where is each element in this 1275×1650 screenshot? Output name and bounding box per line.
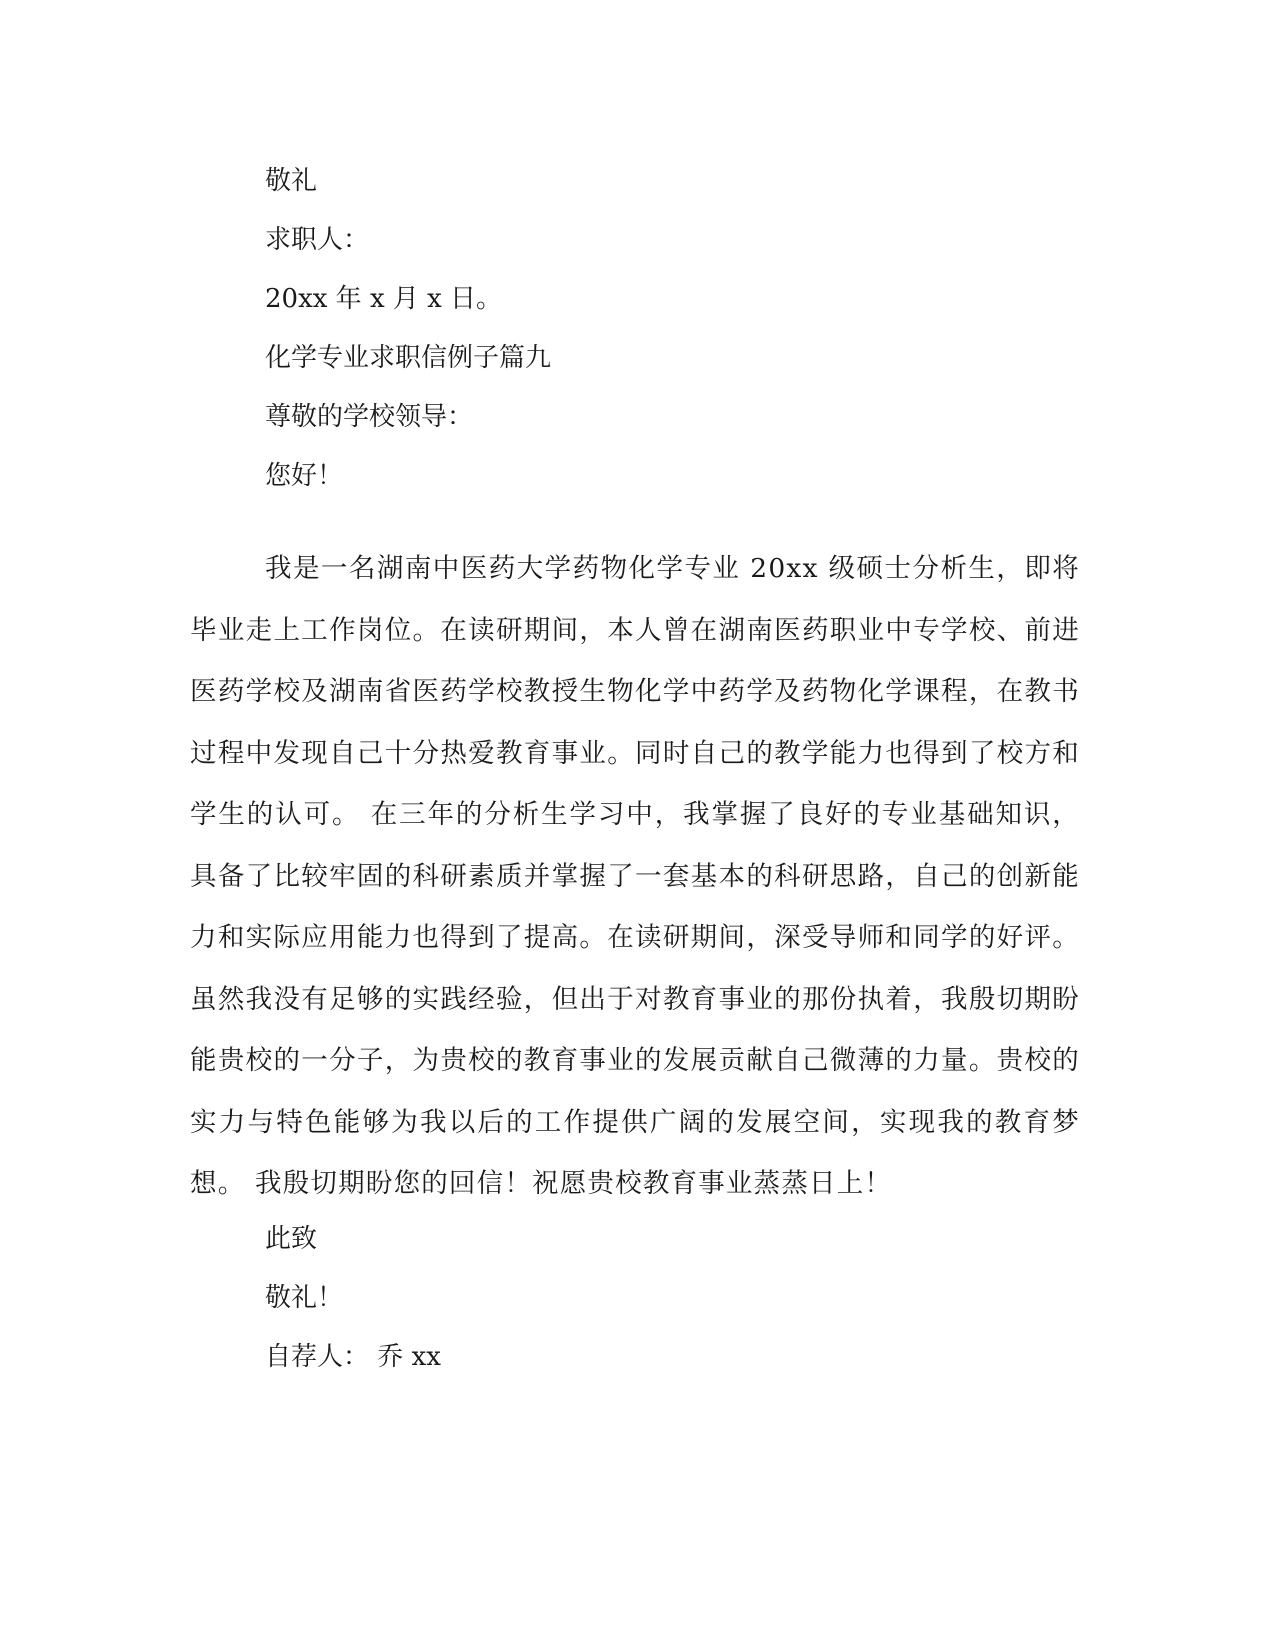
salutation: 尊敬的学校领导： bbox=[265, 402, 474, 432]
section-title: 化学专业求职信例子篇九 bbox=[265, 343, 552, 373]
closing-1: 此致 bbox=[265, 1224, 318, 1254]
date-line: 20xx 年 x 月 x 日。 bbox=[265, 284, 503, 314]
applicant-label: 求职人： bbox=[265, 225, 370, 255]
closing-2: 敬礼！ bbox=[265, 1283, 344, 1313]
closing-top: 敬礼 bbox=[265, 166, 318, 196]
signature: 自荐人： 乔 xx bbox=[265, 1342, 441, 1372]
body-paragraph: 我是一名湖南中医药大学药物化学专业 20xx 级硕士分析生，即将毕业走上工作岗位。在读研期间，本人曾在湖南医药职业中专学校、前进医药学校及湖南省医药学校教授生物化学中药学及药物化学课程，在教书过程中发现自己十分热爱教育事业。同时自己的教学能力也得到了校方和学生的认可。 在三年的分析生学习中，我掌握了良好的专业基础知识，具备了比较牢固的科研素质并掌握了一套基本的科研思路，自己的创新能力和实际应用能力也得到了提高。在读研期间，深受导师和同学的好评。虽然我没有足够的实践经验，但出于对教育事业的那份执着，我殷切期盼能贵校的一分子，为贵校的教育事业的发展贡献自己微薄的力量。贵校的实力与特色能够为我以后的工作提供广阔的发展空间，实现我的教育梦想。 我殷切期盼您的回信！祝愿贵校教育事业蒸蒸日上！ bbox=[190, 553, 1080, 1199]
greeting: 您好！ bbox=[265, 461, 344, 491]
